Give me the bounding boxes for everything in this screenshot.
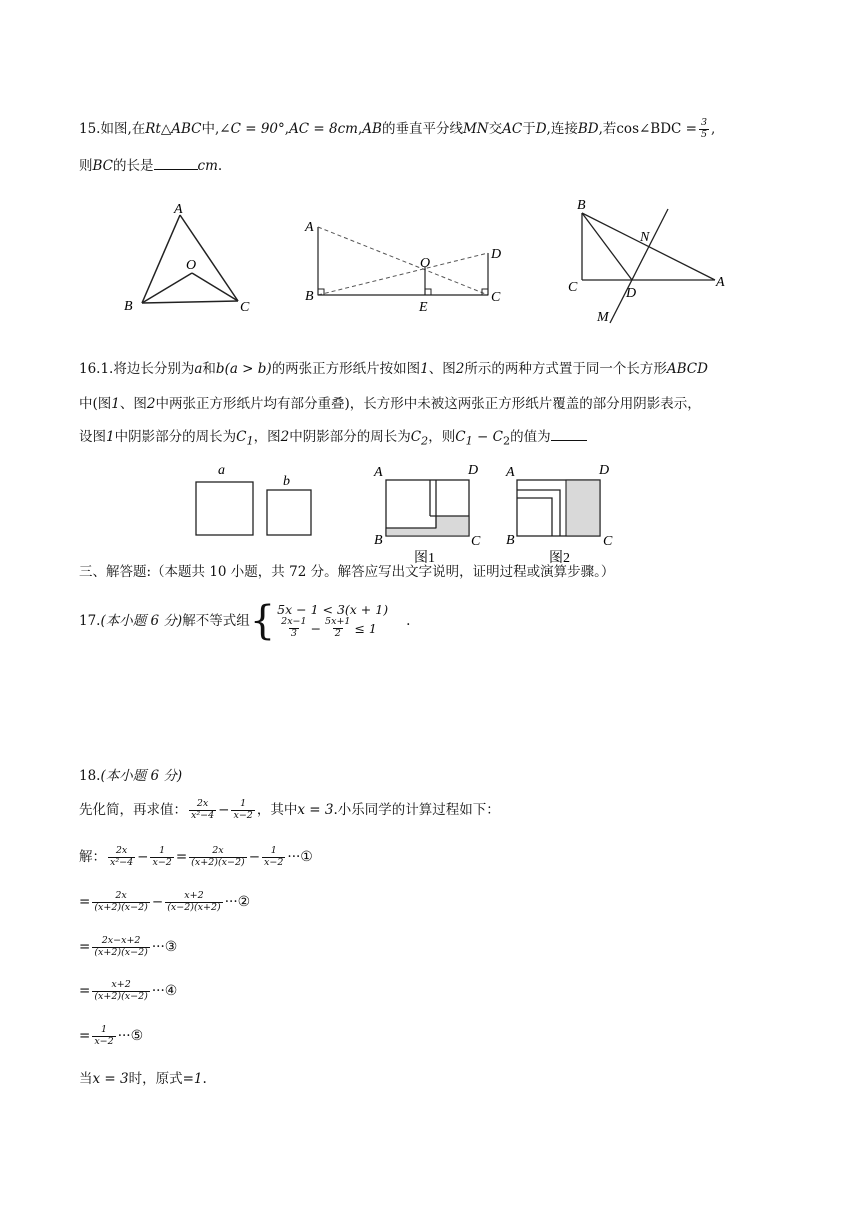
q15-line2: 则BC的长是 cm. xyxy=(79,158,223,174)
caption-fig2: 图2 xyxy=(549,551,570,566)
svg-text:D: D xyxy=(599,463,610,478)
svg-text:B: B xyxy=(506,533,515,548)
cos-fraction: $\frac{3}{5}$ xyxy=(700,117,708,140)
label-a: A xyxy=(174,202,183,217)
caption-fig1: 图1 xyxy=(414,551,435,566)
label-a: A xyxy=(716,275,725,290)
q18-step4: = $\frac{x+2}{(x+2)(x-2)}$ ··· ④ xyxy=(79,979,178,1002)
q18-intro: 先化简，再求值： $\frac{2x}{\text{x²−4}}$ − $\frac{1}{x-2}$ ，其中 x = 3 .小乐同学的计算过程如下： xyxy=(79,798,500,821)
q18-step2: = $\frac{2x}{(x+2)(x-2)}$ − $\frac{x+2}{(x-2)(x+2)}$ ··· ② xyxy=(79,890,251,913)
label-b-square: b xyxy=(283,474,290,489)
q18-step3: = $\frac{2x-x+2}{(x+2)(x-2)}$ ··· ③ xyxy=(79,935,178,958)
right-triangle-figure xyxy=(560,195,740,330)
svg-text:B: B xyxy=(374,533,383,548)
label-b: B xyxy=(305,289,314,304)
figure-2 xyxy=(505,463,613,566)
label-b: B xyxy=(577,198,586,213)
section-3-heading: 三、解答题:（本题共 10 小题，共 72 分。解答应写出文字说明，证明过程或演算步骤。） xyxy=(79,564,615,580)
q18-step5: = $\frac{1}{x-2}$ ··· ⑤ xyxy=(79,1024,144,1047)
label-c: C xyxy=(240,300,250,315)
q17: 17. (本小题 6 分) 解不等式组 { 5x − 1 < 3(x + 1) $\frac{2x-1}{3}$ − $\frac{5x+1}{2}$ ≤ 1 . xyxy=(79,598,411,644)
label-c: C xyxy=(568,280,578,295)
label-o: O xyxy=(186,258,197,273)
squares-figure xyxy=(180,458,640,566)
svg-text:D: D xyxy=(468,463,479,478)
label-a-square: a xyxy=(218,463,225,478)
label-e: E xyxy=(419,300,428,315)
q15-line1: 15.如图,在Rt△ABC中,∠C = 90°,AC = 8cm,AB的垂直平分线MN交AC于D,连接BD,若cos∠BDC = $\frac{3}{5}$ , xyxy=(79,117,716,140)
label-b: B xyxy=(124,299,133,314)
label-m: M xyxy=(597,310,609,325)
triangle-figure xyxy=(120,195,270,320)
label-d: D xyxy=(491,247,502,262)
svg-text:C: C xyxy=(471,534,481,549)
label-o: O xyxy=(420,256,431,271)
svg-text:A: A xyxy=(374,465,383,480)
svg-text:A: A xyxy=(506,465,515,480)
label-a: A xyxy=(305,220,314,235)
q18-step1: 解： $\frac{2x}{\text{x²−4}}$ − $\frac{1}{x-2}$ = $\frac{2x}{(x+2)(x-2)}$ − $\frac{1}{x-2}$ ··· ① xyxy=(79,845,313,868)
system-brace: { xyxy=(249,598,276,644)
label-c: C xyxy=(491,290,501,305)
answer-blank-16 xyxy=(551,440,587,441)
label-n: N xyxy=(640,230,650,245)
q16-line1: 16.1.将边长分别为a和b(a > b)的两张正方形纸片按如图1、图2所示的两种方式置于同一个长方形ABCD xyxy=(79,361,708,377)
svg-text:C: C xyxy=(603,534,613,549)
dashed-rect-figure xyxy=(300,215,515,315)
q16-line2: 中(图1、图2中两张正方形纸片均有部分重叠)，长方形中未被这两张正方形纸片覆盖的部分用阴影表示， xyxy=(79,396,701,412)
q18-final: 当x = 3时，原式=1. xyxy=(79,1071,207,1087)
q16-line3: 设图1中阴影部分的周长为$C_1$，图2中阴影部分的周长为$C_2$，则$C_1 - C_2$的值为 xyxy=(79,429,587,448)
answer-blank-15 xyxy=(154,169,198,170)
figure-1 xyxy=(373,463,481,566)
q18-heading: 18.(本小题 6 分) xyxy=(79,768,183,784)
label-d: D xyxy=(626,286,637,301)
